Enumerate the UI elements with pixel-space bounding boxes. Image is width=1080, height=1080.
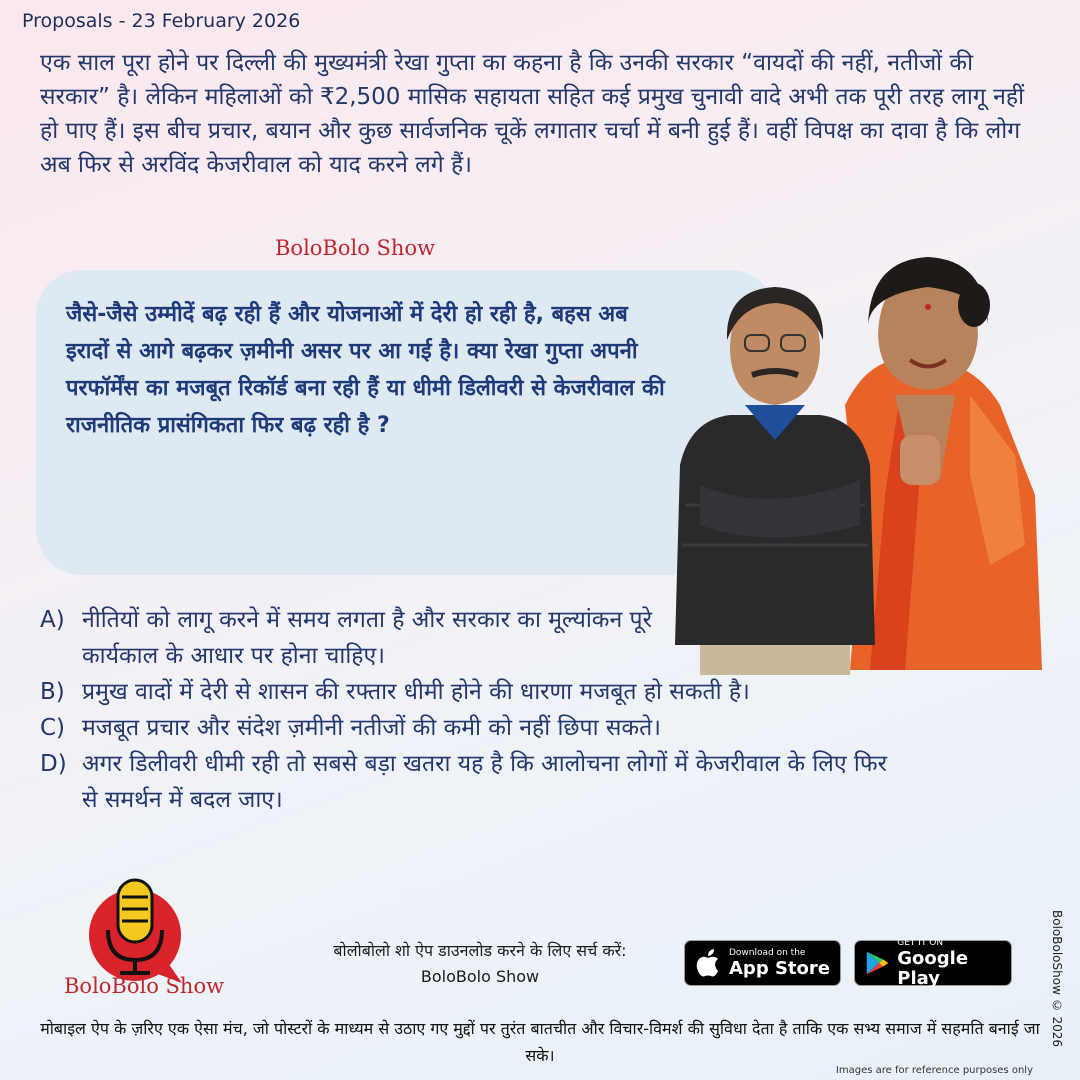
brand-logo-name: BoloBolo Show [64,974,225,998]
footer-description: मोबाइल ऐप के ज़रिए एक ऐसा मंच, जो पोस्टरों के माध्यम से उठाए गए मुद्दों पर तुरंत बातचीत और विचार-विमर्श की सुविधा देता है ताकि एक सभ्य समाज में सहमति बनाई जा सके। [40,1019,1040,1065]
brand-watermark: BoloBolo Show [275,236,436,260]
app-store-small: Download on the [729,947,806,958]
options-list [40,602,1050,818]
apple-icon [695,948,721,978]
option-c [40,710,1050,746]
option-b [40,674,1050,710]
option-d-letter: D) [40,751,67,777]
option-b-letter: B) [40,679,65,705]
google-play-big: Google Play [897,947,969,989]
google-play-button[interactable] [854,937,1012,989]
question-card [36,270,776,575]
option-d-text: अगर डिलीवरी धीमी रही तो सबसे बड़ा खतरा यह है कि आलोचना लोगों में केजरीवाल के लिए फिर से समर्थन में बदल जाए। [82,751,887,813]
image-disclaimer: Images are for reference purposes only [835,1065,1033,1076]
play-icon [865,948,889,978]
option-a [40,602,1050,674]
intro-paragraph: एक साल पूरा होने पर दिल्ली की मुख्यमंत्री रेखा गुप्ता का कहना है कि उनकी सरकार “वायदों की नहीं, नतीजों की सरकार” है। लेकिन महिलाओं को ₹2,500 मासिक सहायता सहित कई प्रमुख चुनावी वादे अभी तक पूरी तरह लागू नहीं हो पाए हैं। इस बीच प्रचार, बयान और कुछ सार्वजनिक चूकें लगातार चर्चा में बनी हुई हैं। वहीं विपक्ष का दावा है कि लोग अब फिर से अरविंद केजरीवाल को याद करने लगे हैं। [40,50,1025,178]
option-d [40,746,1050,818]
option-b-text: प्रमुख वादों में देरी से शासन की रफ्तार धीमी होने की धारणा मजबूत हो सकती है। [82,679,750,705]
download-instructions [300,938,660,990]
option-a-letter: A) [40,607,65,633]
option-c-text: मजबूत प्रचार और संदेश ज़मीनी नतीजों की कमी को नहीं छिपा सकते। [82,715,661,741]
download-line-2: BoloBolo Show [420,967,540,986]
date-header: Proposals - 23 February 2026 [22,10,301,32]
question-text: जैसे-जैसे उम्मीदें बढ़ रही हैं और योजनाओं में देरी हो रही है, बहस अब इरादों से आगे बढ़कर ज़मीनी असर पर आ गई है। क्या रेखा गुप्ता अपनी परफॉर्मेंस का मजबूत रिकॉर्ड बना रही हैं या धीमी डिलीवरी से केजरीवाल की राजनीतिक प्रासंगिकता फिर बढ़ रही है ? [66,302,665,438]
copyright-vertical: BoloBoloShow © 2026 [1050,910,1064,1048]
option-a-text: नीतियों को लागू करने में समय लगता है और सरकार का मूल्यांकन पूरे कार्यकाल के आधार पर होना चाहिए। [82,607,652,669]
option-c-letter: C) [40,715,66,741]
app-store-big: App Store [729,957,830,979]
app-store-button[interactable] [684,940,841,986]
google-play-small: GET IT ON [897,937,944,948]
download-line-1: बोलोबोलो शो ऐप डाउनलोड करने के लिए सर्च करें: [333,941,627,960]
